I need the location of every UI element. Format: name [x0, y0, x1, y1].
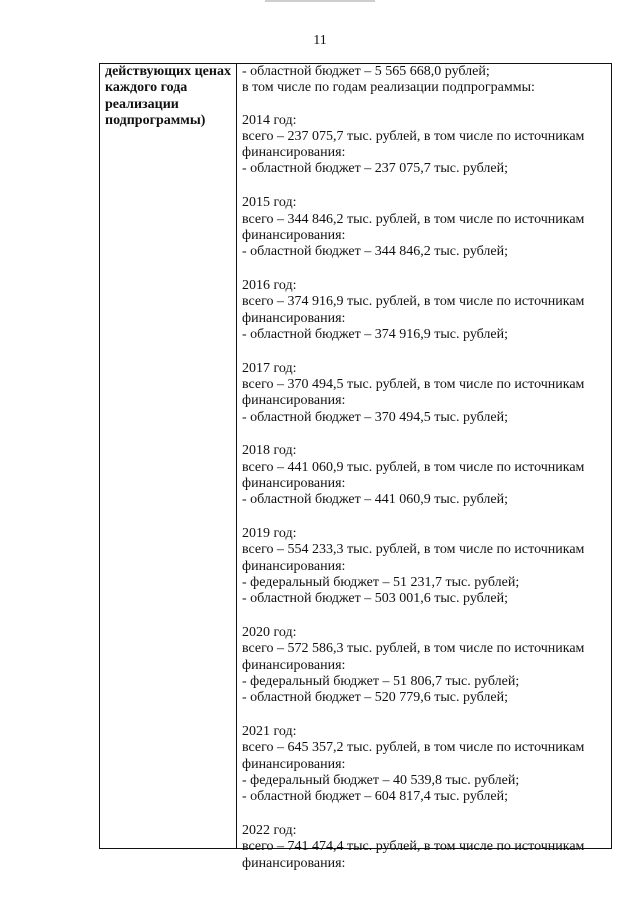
- year-block-2018: [242, 443, 610, 508]
- source-line: - федеральный бюджет – 51 806,7 тыс. рублей;: [242, 673, 520, 689]
- year-total: всего – 554 233,3 тыс. рублей, в том числе по источникам: [242, 542, 585, 558]
- year-heading: 2015 год:: [242, 195, 297, 211]
- sources-label: финансирования:: [242, 756, 346, 772]
- source-line: - федеральный бюджет – 51 231,7 тыс. рублей;: [242, 574, 520, 590]
- sources-label: финансирования:: [242, 227, 346, 243]
- year-heading: 2014 год:: [242, 112, 297, 128]
- sources-label: финансирования:: [242, 145, 346, 161]
- source-line: - областной бюджет – 370 494,5 тыс. рублей;: [242, 409, 508, 425]
- left-cell-line: каждого года: [105, 80, 188, 96]
- left-cell: [105, 64, 233, 129]
- year-total: всего – 441 060,9 тыс. рублей, в том числе по источникам: [242, 459, 585, 475]
- intro-block: [242, 64, 610, 97]
- source-line: - областной бюджет – 520 779,6 тыс. рублей;: [242, 690, 508, 706]
- year-total: всего – 741 474,4 тыс. рублей, в том числе по источникам: [242, 839, 585, 855]
- source-line: - областной бюджет – 374 916,9 тыс. рублей;: [242, 326, 508, 342]
- year-block-2022: [242, 823, 610, 872]
- year-block-2019: [242, 526, 610, 607]
- year-block-2016: [242, 278, 610, 343]
- page-number: 11: [313, 33, 327, 48]
- year-total: всего – 370 494,5 тыс. рублей, в том числе по источникам: [242, 376, 585, 392]
- top-rule: [265, 0, 375, 2]
- year-heading: 2021 год:: [242, 724, 297, 739]
- year-heading: 2022 год:: [242, 822, 297, 838]
- sources-label: финансирования:: [242, 475, 346, 491]
- left-cell-line: действующих ценах: [105, 64, 231, 79]
- year-total: всего – 237 075,7 тыс. рублей, в том числе по источникам: [242, 128, 585, 144]
- sources-label: финансирования:: [242, 393, 346, 409]
- intro-line: - областной бюджет – 5 565 668,0 рублей;: [242, 64, 490, 79]
- year-block-2015: [242, 195, 610, 260]
- source-line: - областной бюджет – 604 817,4 тыс. рублей;: [242, 789, 508, 805]
- source-line: - федеральный бюджет – 40 539,8 тыс. рублей;: [242, 772, 520, 788]
- sources-label: финансирования:: [242, 855, 346, 871]
- left-cell-line: реализации: [105, 96, 179, 112]
- sources-label: финансирования:: [242, 558, 346, 574]
- year-heading: 2020 год:: [242, 625, 297, 641]
- year-block-2020: [242, 625, 610, 706]
- year-heading: 2018 год:: [242, 443, 297, 459]
- right-cell: [242, 64, 610, 889]
- source-line: - областной бюджет – 344 846,2 тыс. рублей;: [242, 244, 508, 260]
- source-line: - областной бюджет – 237 075,7 тыс. рублей;: [242, 161, 508, 177]
- year-block-2014: [242, 113, 610, 178]
- left-cell-line: подпрограммы): [105, 112, 206, 128]
- year-total: всего – 374 916,9 тыс. рублей, в том числе по источникам: [242, 294, 585, 310]
- sources-label: финансирования:: [242, 310, 346, 326]
- intro-line: в том числе по годам реализации подпрограммы:: [242, 80, 535, 96]
- year-heading: 2019 год:: [242, 526, 297, 542]
- source-line: - областной бюджет – 503 001,6 тыс. рублей;: [242, 591, 508, 607]
- year-heading: 2017 год:: [242, 360, 297, 376]
- year-total: всего – 572 586,3 тыс. рублей, в том числе по источникам: [242, 641, 585, 657]
- year-heading: 2016 год:: [242, 277, 297, 293]
- budget-table: [99, 63, 612, 871]
- sources-label: финансирования:: [242, 657, 346, 673]
- column-divider: [236, 64, 237, 848]
- source-line: - областной бюджет – 441 060,9 тыс. рублей;: [242, 492, 508, 508]
- year-block-2021: [242, 724, 610, 805]
- year-block-2017: [242, 361, 610, 426]
- year-total: всего – 344 846,2 тыс. рублей, в том числе по источникам: [242, 211, 585, 227]
- year-total: всего – 645 357,2 тыс. рублей, в том числе по источникам: [242, 740, 585, 756]
